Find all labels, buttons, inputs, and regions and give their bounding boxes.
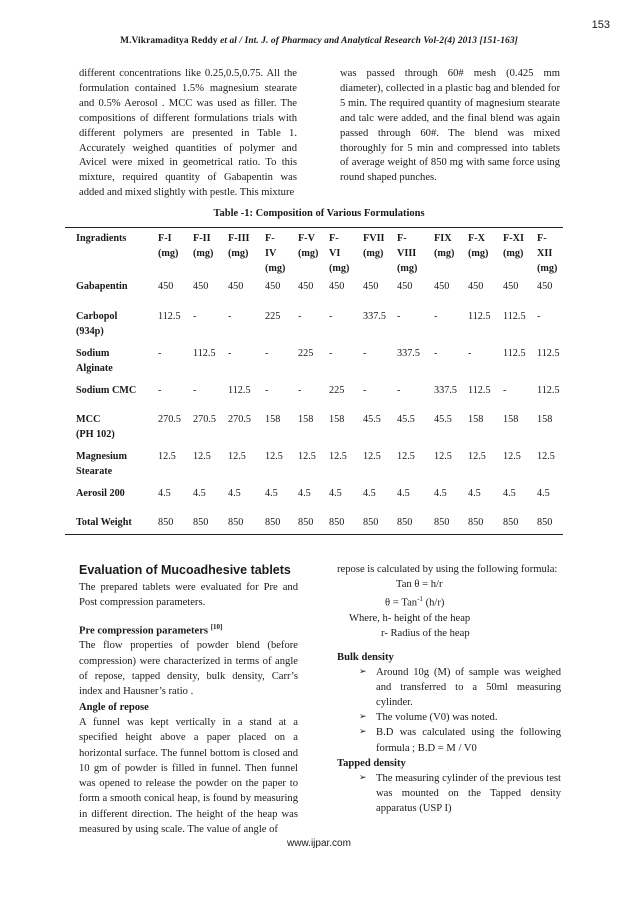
header-line: (mg) — [503, 248, 524, 259]
header-line: F- — [397, 233, 407, 244]
table-cell: 12.5 — [434, 451, 452, 462]
header-line: F-I — [158, 233, 172, 244]
section-title: Evaluation of Mucoadhesive tablets — [79, 563, 291, 577]
table-body — [76, 276, 570, 538]
table-cell: - — [228, 311, 232, 322]
table-cell: 850 — [228, 517, 244, 528]
header-line: FVII — [363, 233, 385, 244]
header-formulation — [329, 231, 363, 276]
table-cell: 225 — [265, 311, 281, 322]
table-top-rule — [65, 227, 563, 228]
list-item — [337, 665, 561, 710]
composition-table — [76, 231, 570, 538]
table-cell: - — [193, 385, 197, 396]
table-cell: 450 — [363, 281, 379, 292]
row-label-line: Total Weight — [76, 517, 132, 528]
angle-of-repose-heading: Angle of repose — [79, 701, 149, 713]
table-cell: 337.5 — [434, 385, 457, 396]
table-cell: - — [329, 348, 333, 359]
table-cell: 4.5 — [397, 488, 410, 499]
header-author: M.Vikramaditya Reddy — [120, 36, 218, 46]
table-cell: - — [228, 348, 232, 359]
table-cell: - — [265, 385, 269, 396]
table-cell: 158 — [468, 414, 484, 425]
row-label-line: (PH 102) — [76, 429, 115, 440]
header-line: F-V — [298, 233, 315, 244]
table-row — [76, 339, 570, 376]
header-line: F- — [537, 233, 547, 244]
table-cell: 450 — [298, 281, 314, 292]
header-citation: et al / Int. J. of Pharmacy and Analytical Research Vol-2(4) 2013 [151-163] — [220, 36, 518, 46]
row-label — [76, 276, 158, 302]
table-cell: 270.5 — [158, 414, 181, 425]
pre-compression-heading — [79, 620, 298, 639]
header-line: F-III — [228, 233, 250, 244]
table-cell: 850 — [265, 517, 281, 528]
table-cell: 158 — [265, 414, 281, 425]
table-cell: 45.5 — [363, 414, 381, 425]
table-cell: 270.5 — [193, 414, 216, 425]
header-line: (mg) — [265, 263, 286, 274]
table-cell: 450 — [468, 281, 484, 292]
header-line: (mg) — [397, 263, 418, 274]
row-label — [76, 479, 158, 508]
list-item-text: Around 10g (M) of sample was weighed and transferred to a 50ml measuring cylinder. — [376, 667, 561, 709]
row-label-line: Aerosil 200 — [76, 488, 125, 499]
arrow-bullet-icon: ➢ — [359, 667, 367, 678]
table-row — [76, 376, 570, 405]
header-formulation — [228, 231, 265, 276]
table-cell: 450 — [228, 281, 244, 292]
list-item — [337, 725, 561, 755]
header-line: F-XI — [503, 233, 524, 244]
row-label-line: Alginate — [76, 363, 113, 374]
table-cell: 112.5 — [468, 311, 491, 322]
table-cell: 12.5 — [158, 451, 176, 462]
table-cell: - — [329, 311, 333, 322]
table-cell: 12.5 — [298, 451, 316, 462]
list-item — [337, 710, 561, 725]
header-line: XII — [537, 248, 553, 259]
header-line: IV — [265, 248, 277, 259]
table-cell: 112.5 — [537, 385, 560, 396]
row-label — [76, 376, 158, 405]
row-label-line: Magnesium — [76, 451, 127, 462]
header-line: (mg) — [228, 248, 249, 259]
header-formulation — [397, 231, 434, 276]
bulk-density-list — [337, 665, 561, 756]
table-cell: 450 — [158, 281, 174, 292]
table-cell: - — [468, 348, 472, 359]
table-row — [76, 302, 570, 339]
table-cell: 158 — [537, 414, 553, 425]
header-line: FIX — [434, 233, 452, 244]
table-cell: 450 — [329, 281, 345, 292]
evaluation-right-column — [337, 562, 561, 816]
table-cell: 4.5 — [228, 488, 241, 499]
table-cell: 850 — [503, 517, 519, 528]
header-formulation — [298, 231, 329, 276]
row-label-line: Carbopol — [76, 311, 118, 322]
evaluation-left-column — [79, 580, 298, 837]
table-cell: 850 — [363, 517, 379, 528]
arrow-bullet-icon: ➢ — [359, 772, 367, 783]
arrow-bullet-icon: ➢ — [359, 727, 367, 738]
table-cell: 450 — [265, 281, 281, 292]
table-cell: 158 — [329, 414, 345, 425]
table-cell: 4.5 — [468, 488, 481, 499]
arrow-bullet-icon: ➢ — [359, 712, 367, 723]
angle-of-repose-continued: repose is calculated by using the following formula: — [337, 564, 558, 575]
running-header — [0, 36, 638, 46]
table-cell: 12.5 — [193, 451, 211, 462]
evaluation-intro: The prepared tablets were evaluated for Pre and Post compression parameters. — [79, 582, 298, 609]
header-formulation — [193, 231, 228, 276]
table-cell: 12.5 — [537, 451, 555, 462]
table-row — [76, 442, 570, 479]
table-row — [76, 479, 570, 508]
table-cell: 850 — [397, 517, 413, 528]
row-label — [76, 442, 158, 479]
table-cell: 112.5 — [503, 348, 526, 359]
header-line: (mg) — [158, 248, 179, 259]
table-cell: 225 — [329, 385, 345, 396]
table-cell: - — [298, 311, 302, 322]
table-cell: - — [298, 385, 302, 396]
header-line: (mg) — [537, 263, 558, 274]
row-label-line: MCC — [76, 414, 101, 425]
table-cell: 4.5 — [329, 488, 342, 499]
table-cell: - — [397, 385, 401, 396]
header-line: (mg) — [298, 248, 319, 259]
footer-url: www.ijpar.com — [287, 838, 351, 849]
table-cell: - — [397, 311, 401, 322]
table-row — [76, 276, 570, 302]
table-cell: 12.5 — [397, 451, 415, 462]
angle-of-repose-text: A funnel was kept vertically in a stand at a specified height above a paper placed on a horizontal surface. The funnel bottom is closed and 10 gm of powder is filled in funnel. Then funnel was opened to release the powder on the paper to form a smooth conical heap, is found by measuring in different direction. The height of the heap was measured by using scale. The value of angle of — [79, 716, 298, 835]
header-line: (mg) — [468, 248, 489, 259]
header-line: F-II — [193, 233, 211, 244]
row-label-line: Gabapentin — [76, 281, 128, 292]
table-cell: - — [193, 311, 197, 322]
header-line: (mg) — [434, 248, 455, 259]
table-cell: 450 — [537, 281, 553, 292]
table-cell: 4.5 — [193, 488, 206, 499]
where-radius: r- Radius of the heap — [381, 627, 470, 639]
table-cell: 270.5 — [228, 414, 251, 425]
intro-right-column: was passed through 60# mesh (0.425 mm diameter), collected in a plastic bag and blended for 5 min. The required quantity of magnesium stearate and talc were added, and the final blend was again passed through 60#. The blend was mixed thoroughly for 5 min and compressed into tablets of average weight of 850 mg with same force using round shaped punches. — [340, 68, 560, 184]
table-cell: 112.5 — [468, 385, 491, 396]
table-cell: 4.5 — [158, 488, 171, 499]
table-cell: 4.5 — [503, 488, 516, 499]
list-item-text: The measuring cylinder of the previous test was mounted on the Tapped density apparatus (USP I) — [376, 772, 561, 814]
table-cell: 4.5 — [363, 488, 376, 499]
intro-left-column: different concentrations like 0.25,0.5,0.75. All the formulation contained 1.5% magnesium stearate and 0.5% Aerosol . MCC was used as filler. The compositions of different formulations trials with different polymers are presented in Table 1. Accurately weighed quantities of polymer and Avicel were mixed in geometrical ratio. To this mixture, required quantity of Gabapentin was added and mixed slightly with pestle. This mixture — [79, 68, 297, 199]
table-cell: - — [434, 311, 438, 322]
table-cell: 450 — [193, 281, 209, 292]
row-label — [76, 302, 158, 339]
header-line: F-X — [468, 233, 485, 244]
pre-compression-text: The flow properties of powder blend (before compression) were characterized in terms of angle of repose, tapped density, bulk density, Carr’s index and Hausner’s ratio . — [79, 640, 298, 698]
header-formulation — [468, 231, 503, 276]
table-cell: 112.5 — [503, 311, 526, 322]
table-cell: 12.5 — [468, 451, 486, 462]
list-item — [337, 771, 561, 816]
header-formulation — [503, 231, 537, 276]
row-label-line: Sodium — [76, 348, 110, 359]
table-cell: 850 — [329, 517, 345, 528]
table-caption: Table -1: Composition of Various Formulations — [213, 208, 425, 219]
table-cell: 12.5 — [329, 451, 347, 462]
header-line: F- — [265, 233, 275, 244]
table-cell: 112.5 — [158, 311, 181, 322]
table-cell: 850 — [158, 517, 174, 528]
table-cell: 112.5 — [228, 385, 251, 396]
header-formulation — [265, 231, 298, 276]
row-label — [76, 339, 158, 376]
tapped-density-list — [337, 771, 561, 816]
table-cell: - — [265, 348, 269, 359]
formula-theta-arg: (h/r) — [422, 597, 445, 609]
table-cell: 12.5 — [503, 451, 521, 462]
table-cell: 850 — [537, 517, 553, 528]
table-cell: 450 — [397, 281, 413, 292]
table-cell: 850 — [298, 517, 314, 528]
table-cell: 450 — [503, 281, 519, 292]
header-line: VIII — [397, 248, 417, 259]
header-formulation — [434, 231, 468, 276]
table-cell: - — [158, 385, 162, 396]
formula-theta-base: θ = Tan — [385, 597, 418, 609]
table-cell: 45.5 — [397, 414, 415, 425]
header-line: VI — [329, 248, 341, 259]
tapped-density-heading: Tapped density — [337, 757, 406, 769]
pre-compression-ref: [10] — [210, 622, 223, 631]
table-cell: 850 — [193, 517, 209, 528]
table-cell: 450 — [434, 281, 450, 292]
table-cell: 4.5 — [265, 488, 278, 499]
header-formulation — [537, 231, 570, 276]
table-cell: 12.5 — [363, 451, 381, 462]
page-number: 153 — [591, 19, 610, 31]
header-line: Ingradients — [76, 233, 127, 244]
row-label-line: (934p) — [76, 326, 104, 337]
table-cell: 12.5 — [265, 451, 283, 462]
table-cell: 4.5 — [434, 488, 447, 499]
table-cell: - — [434, 348, 438, 359]
table-row — [76, 405, 570, 442]
formula-theta — [337, 592, 561, 611]
table-cell: - — [158, 348, 162, 359]
list-item-text: B.D was calculated using the following formula ; B.D = M / V0 — [376, 727, 561, 754]
table-cell: 337.5 — [363, 311, 386, 322]
table-cell: 337.5 — [397, 348, 420, 359]
table-cell: 850 — [434, 517, 450, 528]
header-line: (mg) — [363, 248, 384, 259]
table-cell: 158 — [298, 414, 314, 425]
table-cell: 12.5 — [228, 451, 246, 462]
where-height: Where, h- height of the heap — [349, 612, 471, 624]
table-cell: 45.5 — [434, 414, 452, 425]
table-cell: 112.5 — [193, 348, 216, 359]
table-header-row — [76, 231, 570, 276]
formula-theta-sup: -1 — [417, 595, 423, 604]
pre-compression-title: Pre compression parameters — [79, 625, 209, 637]
table-cell: 112.5 — [537, 348, 560, 359]
row-label-line: Stearate — [76, 466, 113, 477]
row-label — [76, 405, 158, 442]
header-ingredients — [76, 231, 158, 276]
table-cell: - — [537, 311, 541, 322]
header-line: (mg) — [329, 263, 350, 274]
header-formulation — [158, 231, 193, 276]
table-cell: - — [503, 385, 507, 396]
header-formulation — [363, 231, 397, 276]
table-bottom-rule — [65, 534, 563, 535]
row-label-line: Sodium CMC — [76, 385, 137, 396]
header-line: (mg) — [193, 248, 214, 259]
formula-tan: Tan θ = h/r — [396, 579, 443, 591]
bulk-density-heading: Bulk density — [337, 652, 394, 663]
table-cell: 225 — [298, 348, 314, 359]
table-cell: 850 — [468, 517, 484, 528]
table-cell: 4.5 — [298, 488, 311, 499]
list-item-text: The volume (V0) was noted. — [376, 712, 498, 724]
table-cell: 158 — [503, 414, 519, 425]
header-line: F- — [329, 233, 339, 244]
table-cell: 4.5 — [537, 488, 550, 499]
table-cell: - — [363, 385, 367, 396]
table-cell: - — [363, 348, 367, 359]
